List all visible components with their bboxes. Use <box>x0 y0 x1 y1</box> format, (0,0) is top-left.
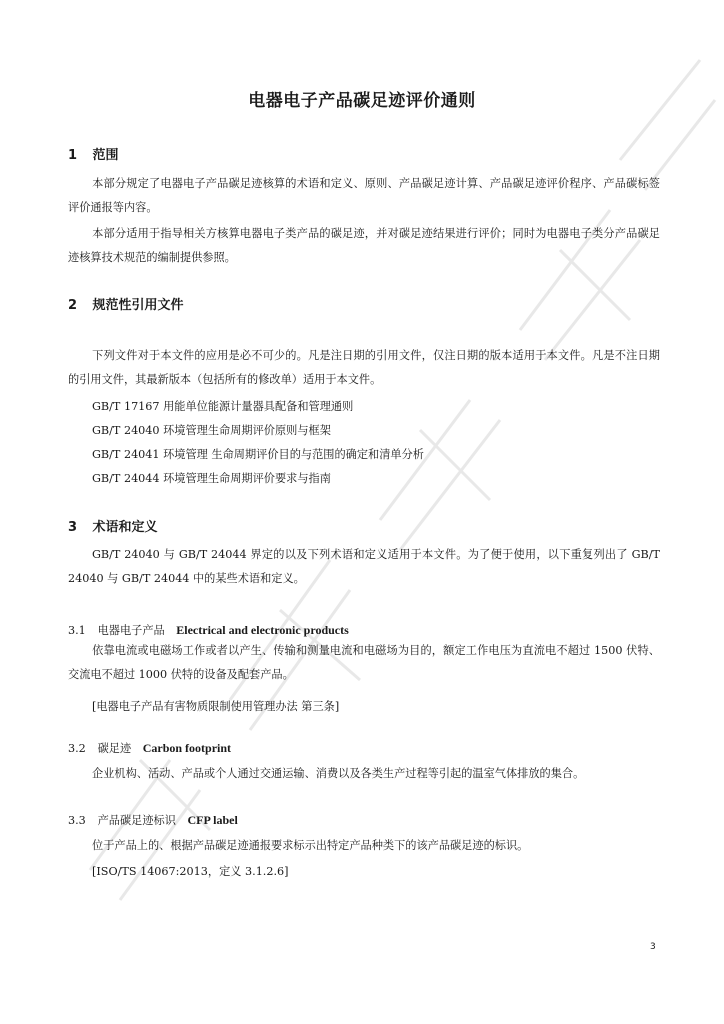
term-number: 3.3 <box>68 814 86 827</box>
document-title: 电器电子产品碳足迹评价通则 <box>248 91 476 111</box>
term-3-3-definition: 位于产品上的、根据产品碳足迹通报要求标示出特定产品种类下的该产品碳足迹的标识。 <box>92 839 529 852</box>
section-1-paragraph-2 <box>68 222 660 270</box>
term-zh: 产品碳足迹标识 <box>97 814 176 827</box>
term-3-2-definition: 企业机构、活动、产品或个人通过交通运输、消费以及各类生产过程等引起的温室气体排放的集合。 <box>92 767 585 780</box>
section-1-heading <box>68 144 119 163</box>
section-number: 2 <box>68 298 78 313</box>
section-title: 范围 <box>92 148 119 163</box>
section-3-intro <box>68 543 660 591</box>
paragraph-text: 本部分规定了电器电子产品碳足迹核算的术语和定义、原则、产品碳足迹计算、产品碳足迹评价程序、产品碳标签评价通报等内容。 <box>68 177 660 214</box>
term-number: 3.2 <box>68 742 86 755</box>
reference-item: GB/T 24040 环境管理生命周期评价原则与框架 <box>92 424 331 437</box>
section-number: 3 <box>68 520 78 535</box>
section-number: 1 <box>68 148 78 163</box>
term-number: 3.1 <box>68 624 86 637</box>
section-1-paragraph-1 <box>68 172 660 220</box>
page-number: 3 <box>650 942 656 952</box>
term-en: CFP label <box>187 813 238 827</box>
term-3-1-source: [电器电子产品有害物质限制使用管理办法 第三条] <box>92 700 340 713</box>
paragraph-text: 依靠电流或电磁场工作或者以产生、传输和测量电流和电磁场为目的，额定工作电压为直流电不超过 1500 伏特、交流电不超过 1000 伏特的设备及配套产品。 <box>68 644 660 681</box>
term-zh: 碳足迹 <box>97 742 132 755</box>
paragraph-text: 本部分适用于指导相关方核算电器电子类产品的碳足迹，并对碳足迹结果进行评价；同时为电器电子类分产品碳足迹核算技术规范的编制提供参照。 <box>68 227 660 264</box>
paragraph-text: GB/T 24040 与 GB/T 24044 界定的以及下列术语和定义适用于本文件。为了便于使用，以下重复列出了 GB/T 24040 与 GB/T 24044 中的某些术语和定义。 <box>68 548 660 585</box>
paragraph-text: 下列文件对于本文件的应用是必不可少的。凡是注日期的引用文件，仅注日期的版本适用于本文件。凡是不注日期的引用文件，其最新版本（包括所有的修改单）适用于本文件。 <box>68 349 660 386</box>
reference-item: GB/T 24044 环境管理生命周期评价要求与指南 <box>92 472 331 485</box>
term-3-3-heading <box>68 812 238 828</box>
term-3-1-heading <box>68 622 349 638</box>
section-2-intro <box>68 344 660 392</box>
section-title: 规范性引用文件 <box>92 298 184 313</box>
section-title: 术语和定义 <box>92 520 158 535</box>
term-3-1-definition <box>68 639 660 687</box>
reference-item: GB/T 24041 环境管理 生命周期评价目的与范围的确定和清单分析 <box>92 448 424 461</box>
reference-item: GB/T 17167 用能单位能源计量器具配备和管理通则 <box>92 400 354 413</box>
section-3-heading <box>68 516 158 535</box>
term-3-3-source: [ISO/TS 14067:2013，定义 3.1.2.6] <box>92 865 289 878</box>
term-3-2-heading <box>68 740 231 756</box>
term-zh: 电器电子产品 <box>97 624 165 637</box>
term-en: Electrical and electronic products <box>176 623 349 637</box>
term-en: Carbon footprint <box>142 741 232 755</box>
section-2-heading <box>68 294 184 313</box>
